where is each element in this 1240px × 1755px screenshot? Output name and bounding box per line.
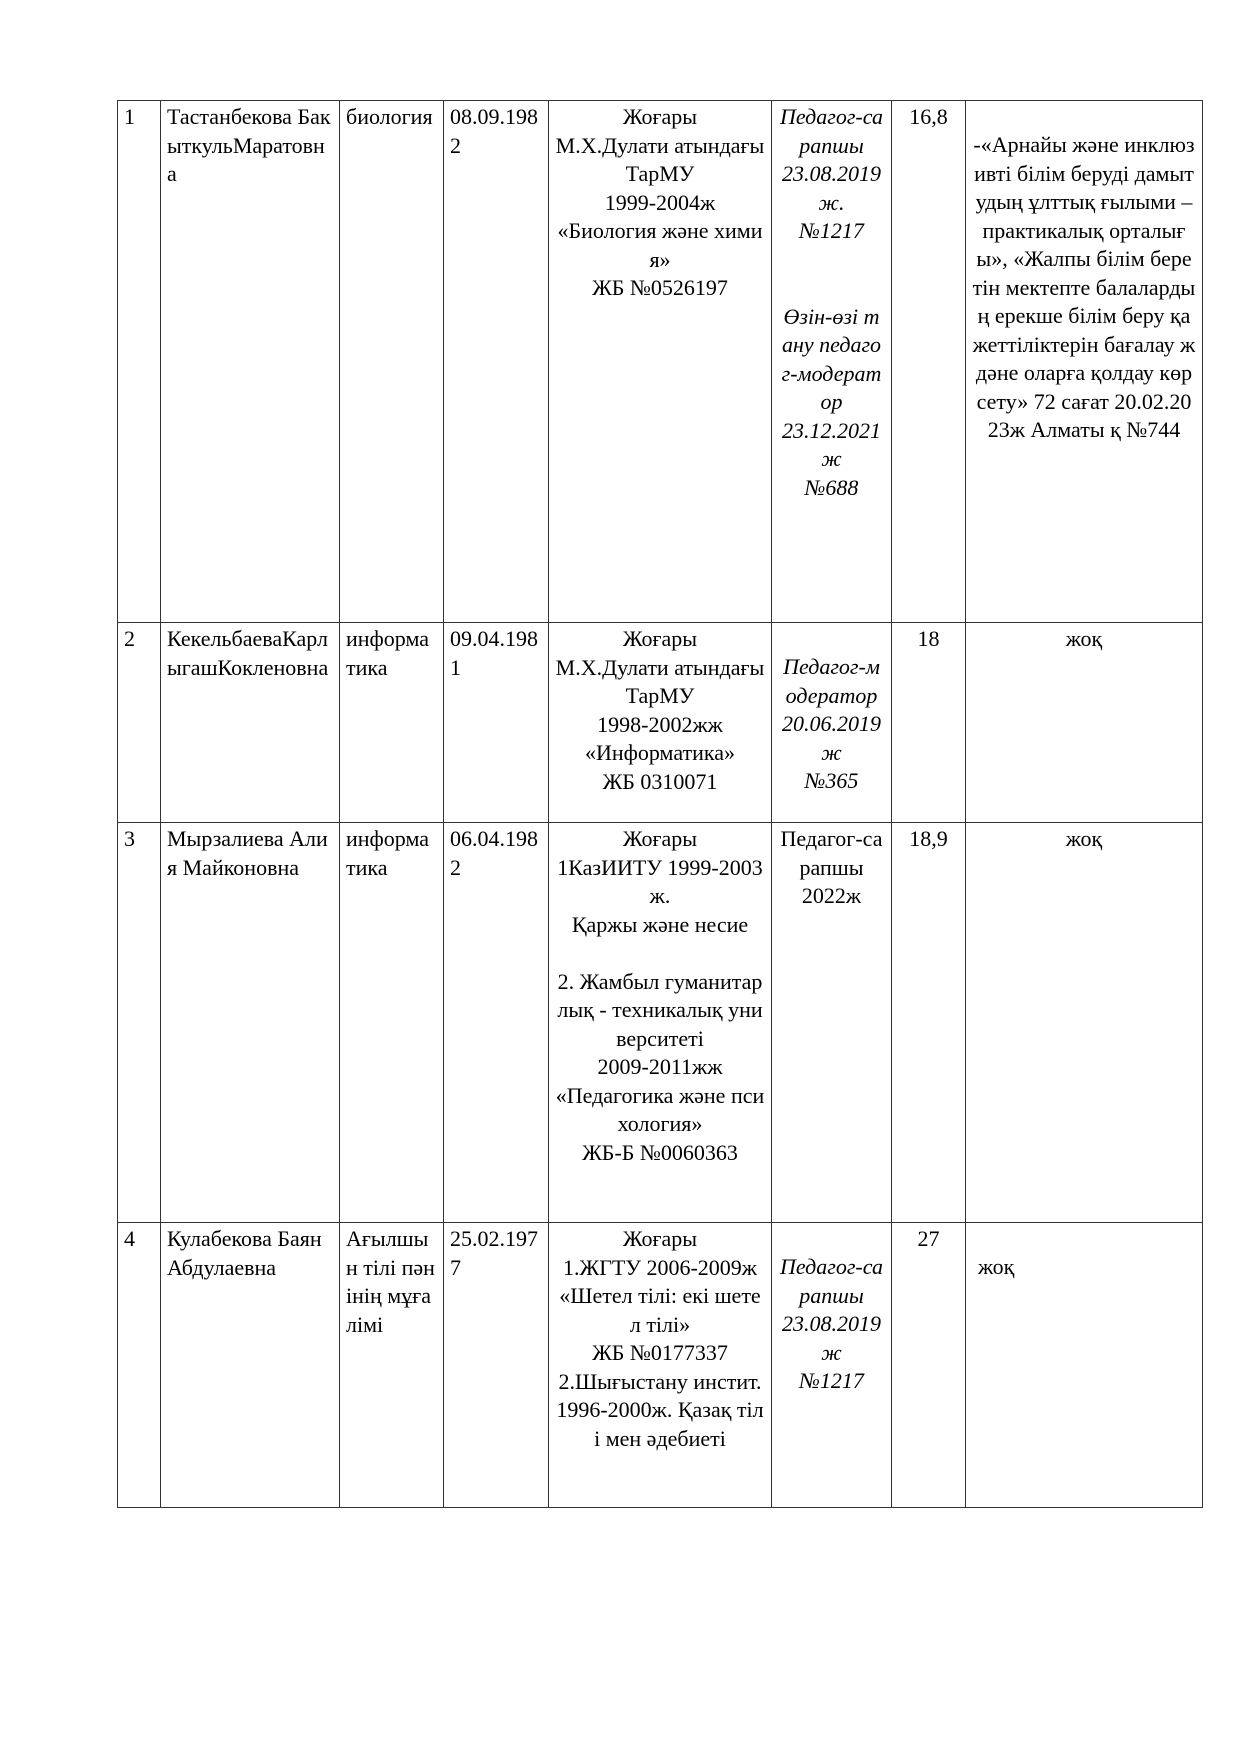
category-line: 23.08.2019ж xyxy=(782,1311,881,1365)
table-row xyxy=(118,101,1203,623)
subject: информатика xyxy=(340,623,444,823)
category-line: Педагог-сарапшы xyxy=(780,104,883,158)
education-line: Жоғары xyxy=(622,1226,698,1251)
education-line: Жоғары xyxy=(622,626,698,651)
education xyxy=(549,101,772,623)
education-line: ЖБ №0526197 xyxy=(592,275,728,300)
education-line: М.Х.Дулати атындағы ТарМУ xyxy=(555,654,770,708)
experience: 18,9 xyxy=(892,823,966,1223)
education-line: «Биология және химия» xyxy=(557,218,763,272)
experience: 16,8 xyxy=(892,101,966,623)
birth-date: 08.09.1982 xyxy=(444,101,549,623)
education-line: ЖБ-Б №0060363 xyxy=(582,1139,738,1165)
table-row xyxy=(118,623,1203,823)
experience: 18 xyxy=(892,623,966,823)
birth-date: 06.04.1982 xyxy=(444,823,549,1223)
education-line: 1КазИИТУ 1999-2003ж. xyxy=(557,854,763,908)
education xyxy=(549,623,772,823)
category xyxy=(772,623,892,823)
row-number: 3 xyxy=(118,823,161,1223)
education-line: «Педагогика және психология» xyxy=(555,1082,765,1136)
courses-text: -«Арнайы және инклюзивті білім беруді дамытудың ұлттық ғылыми – практикалық орталығы», «Жалпы білім беретін мектепте балалардың ерекше білім беру қажеттіліктерін бағалау ждәне оларға қолдау көрсету» 72 сағат 20.02.2023ж Алматы қ №744 xyxy=(972,132,1196,442)
education-line: 1.ЖГТУ 2006-2009ж xyxy=(563,1254,757,1280)
subject: биология xyxy=(340,101,444,623)
education-line: Қаржы және несие xyxy=(571,911,749,937)
subject: Ағылшын тілі пәнінің мұғалімі xyxy=(340,1223,444,1508)
teacher-name: Тастанбекова БакыткульМаратовна xyxy=(161,101,340,623)
teacher-name: Мырзалиева Алия Майконовна xyxy=(161,823,340,1223)
experience: 27 xyxy=(892,1223,966,1508)
category-line: Өзін-өзі тану педагог-модератор xyxy=(781,303,882,414)
row-number: 2 xyxy=(118,623,161,823)
category-line: 2022ж xyxy=(801,883,862,908)
education-line: 2. Жамбыл гуманитарлық - техникалық университеті xyxy=(557,968,763,1051)
category-line: №1217 xyxy=(799,1368,864,1393)
education xyxy=(549,1223,772,1508)
education-line: М.Х.Дулати атындағы ТарМУ xyxy=(555,132,770,186)
category-line: №688 xyxy=(804,474,859,500)
category-line: Педагог-сарапшы xyxy=(780,1254,883,1308)
courses xyxy=(966,101,1203,623)
category-line: 23.08.2019ж. xyxy=(782,161,881,215)
education-line: 1998-2002жж xyxy=(597,711,723,737)
education-line: Жоғары xyxy=(622,104,698,129)
table-row xyxy=(118,823,1203,1223)
education-line: «Шетел тілі: екі шетел тілі» xyxy=(559,1283,761,1337)
document-page xyxy=(117,100,1203,1508)
teacher-name: КекельбаеваКарлыгашКокленовна xyxy=(161,623,340,823)
category-line: Педагог-модератор xyxy=(783,654,880,708)
row-number: 1 xyxy=(118,101,161,623)
education-line: ЖБ 0310071 xyxy=(602,768,718,794)
category xyxy=(772,823,892,1223)
education-line: 2.Шығыстану инстит. 1996-2000ж. Қазақ тілі мен әдебиеті xyxy=(556,1368,768,1451)
category-line: №1217 xyxy=(799,218,864,243)
birth-date: 09.04.1981 xyxy=(444,623,549,823)
courses: жоқ xyxy=(966,623,1203,823)
subject: информатика xyxy=(340,823,444,1223)
category-line: 20.06.2019ж xyxy=(782,711,881,765)
category-line: 23.12.2021ж xyxy=(782,417,881,471)
education-line: «Информатика» xyxy=(584,740,736,765)
teacher-name: Кулабекова Баян Абдулаевна xyxy=(161,1223,340,1508)
education-line: 1999-2004ж xyxy=(604,189,716,215)
education-line: 2009-2011жж xyxy=(597,1054,723,1079)
category xyxy=(772,1223,892,1508)
education-line: Жоғары xyxy=(622,826,698,851)
education-line: ЖБ №0177337 xyxy=(592,1340,728,1365)
education xyxy=(549,823,772,1223)
category-line: №365 xyxy=(804,768,859,793)
birth-date: 25.02.1977 xyxy=(444,1223,549,1508)
teachers-table xyxy=(117,100,1203,1508)
category-line: Педагог-сарапшы xyxy=(780,826,883,880)
category xyxy=(772,101,892,623)
table-row xyxy=(118,1223,1203,1508)
row-number: 4 xyxy=(118,1223,161,1508)
courses: жоқ xyxy=(966,1223,1203,1508)
courses: жоқ xyxy=(966,823,1203,1223)
